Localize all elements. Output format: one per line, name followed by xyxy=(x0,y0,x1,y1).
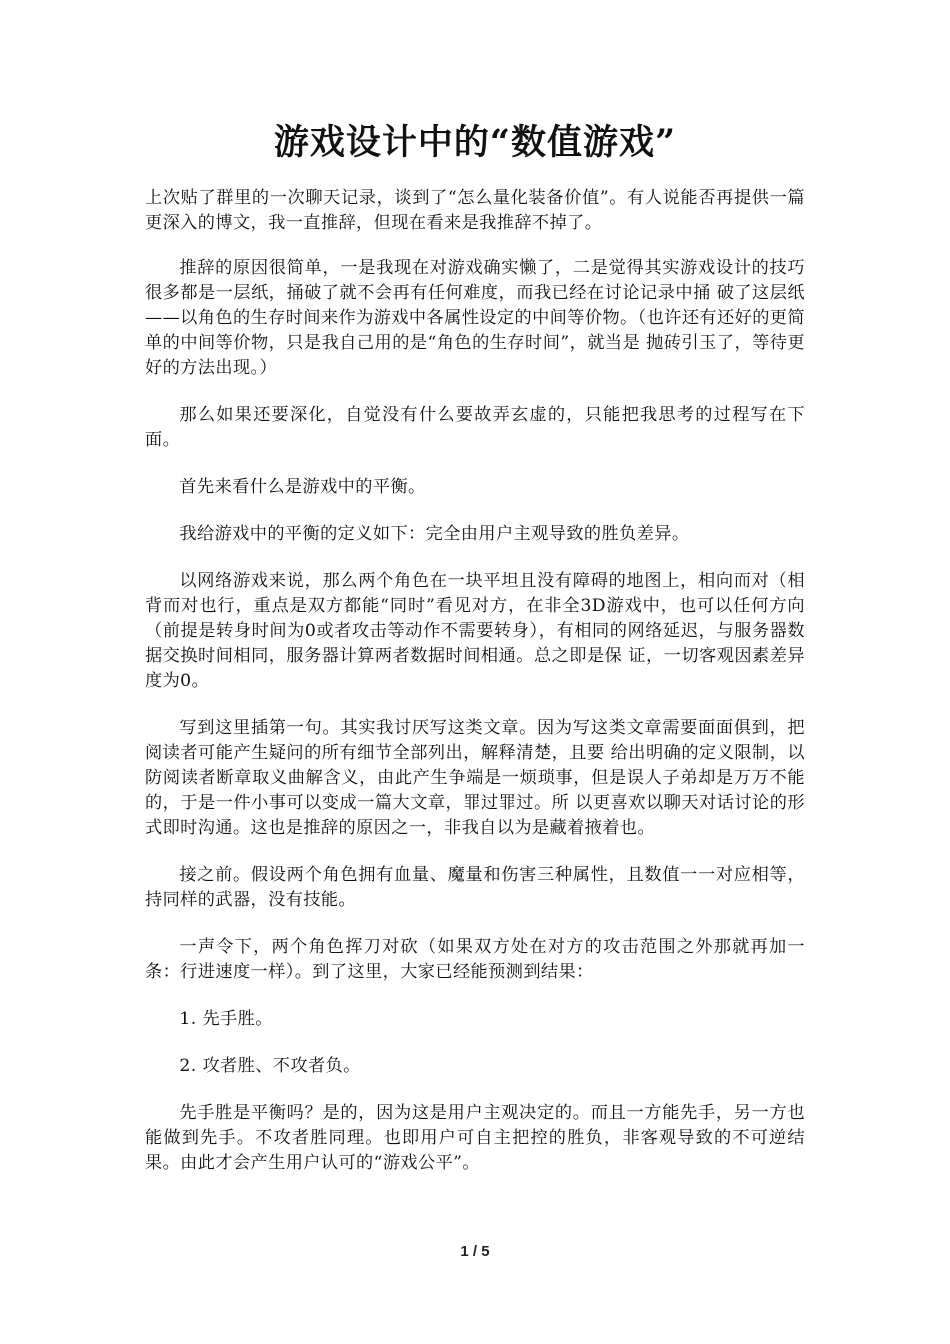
paragraph-fairness: 先手胜是平衡吗？是的，因为这是用户主观决定的。而且一方能先手，另一方也能做到先手。不攻者胜同理。也即用户可自主把控的胜负，非客观导致的不可逆结果。由此才会产生用户认可的“游戏公平”。 xyxy=(145,1103,805,1173)
page-indicator: 1 / 5 xyxy=(460,1243,490,1260)
paragraph-online-game-example: 以网络游戏来说，那么两个角色在一块平坦且没有障碍的地图上，相向而对（相背而对也行，重点是双方都能“同时”看见对方，在非全3D游戏中，也可以任何方向（前提是转身时间为0或者攻击等动作不需要转身），有相同的网络延迟，与服务器数据交换时间相同，服务器计算两者数据时间相通。总之即是保 证，一切客观因素差异度为0。 xyxy=(145,571,805,691)
article-body xyxy=(145,186,805,1198)
paragraph-intro: 上次贴了群里的一次聊天记录，谈到了“怎么量化装备价值”。有人说能否再提供一篇更深入的博文，我一直推辞，但现在看来是我推辞不掉了。 xyxy=(145,188,805,233)
list-item-first-strike: 1. 先手胜。 xyxy=(179,1009,273,1029)
paragraph-reason: 推辞的原因很简单，一是我现在对游戏确实懒了，二是觉得其实游戏设计的技巧很多都是一层纸，捅破了就不会再有任何难度，而我已经在讨论记录中捅 破了这层纸——以角色的生存时间来作为游戏中各属性设定的中间等价物。（也许还有还好的更简单的中间等价物，只是我自己用的是“角色的生存时间”，就当是 抛砖引玉了，等待更好的方法出现。） xyxy=(145,258,805,378)
paragraph-balance-question: 首先来看什么是游戏中的平衡。 xyxy=(179,477,426,497)
paragraph-assumption: 接之前。假设两个角色拥有血量、魔量和伤害三种属性，且数值一一对应相等，持同样的武器，没有技能。 xyxy=(145,865,805,910)
list-item-attacker-wins: 2. 攻者胜、不攻者负。 xyxy=(179,1056,361,1076)
paragraph-aside: 写到这里插第一句。其实我讨厌写这类文章。因为写这类文章需要面面俱到，把阅读者可能产生疑问的所有细节全部列出，解释清楚，且要 给出明确的定义限制，以防阅读者断章取义曲解含义，由此产生争端是一烦琐事，但是误人子弟却是万万不能的，于是一件小事可以变成一篇大文章，罪过罪过。所 以更喜欢以聊天对话讨论的形式即时沟通。这也是推辞的原因之一，非我自以为是藏着掖着也。 xyxy=(145,718,805,838)
paragraph-balance-definition: 我给游戏中的平衡的定义如下：完全由用户主观导致的胜负差异。 xyxy=(179,524,690,544)
paragraph-duel: 一声令下，两个角色挥刀对砍（如果双方处在对方的攻击范围之外那就再加一条：行进速度一样）。到了这里，大家已经能预测到结果： xyxy=(145,937,805,982)
page-title: 游戏设计中的“数值游戏” xyxy=(273,122,677,163)
paragraph-deepen: 那么如果还要深化，自觉没有什么要故弄玄虚的，只能把我思考的过程写在下面。 xyxy=(145,405,805,450)
